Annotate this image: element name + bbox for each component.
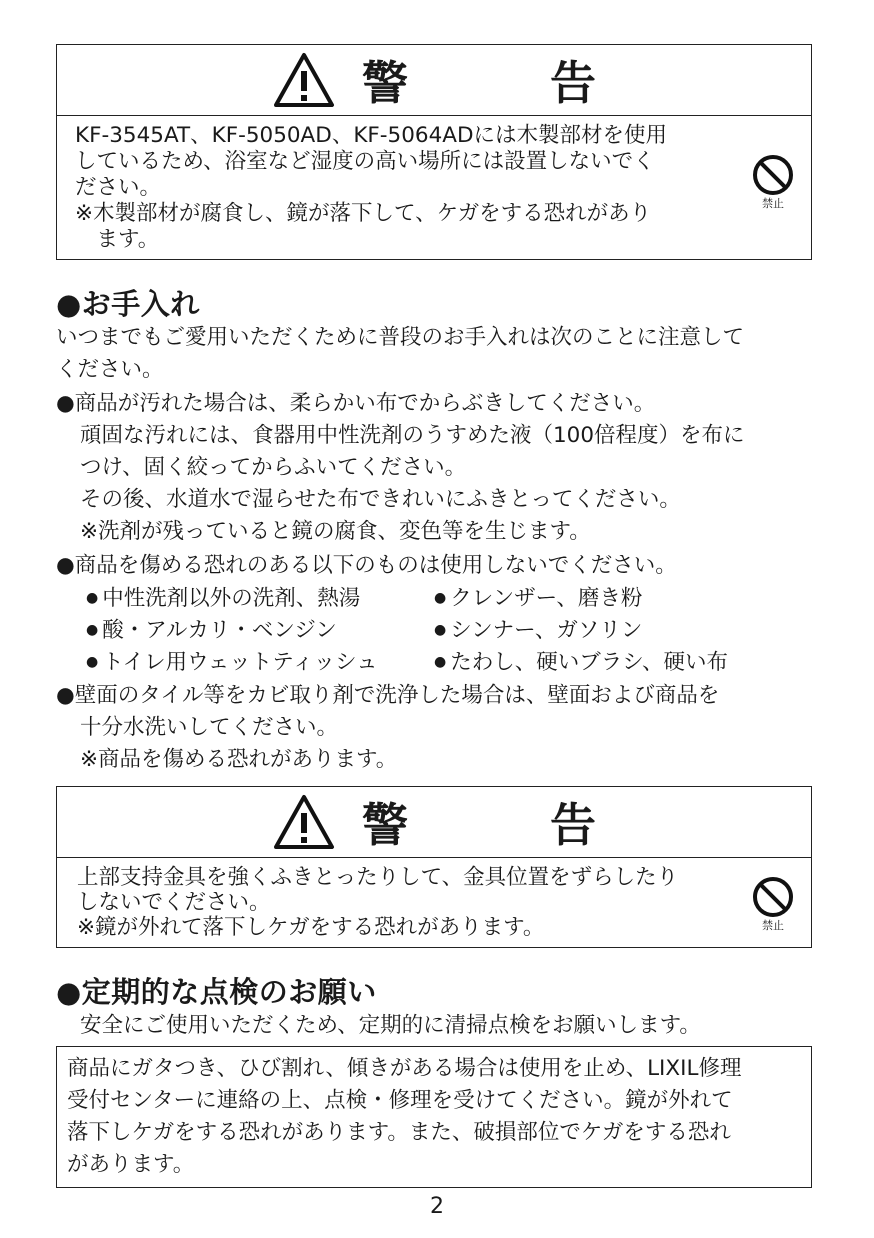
prohibited-mark [747, 875, 799, 932]
inspection-box-line: 落下しケガをする恐れがあります。また、破損部位でケガをする恐れ [67, 1120, 731, 1145]
warning-triangle-icon [272, 51, 336, 109]
warning-title: 警 告 [362, 798, 644, 852]
warning-line: ます。 [75, 227, 160, 252]
warning-header [57, 787, 811, 858]
avoid-item: ● クレンザー、磨き粉 [434, 586, 643, 611]
warning-box-wood [56, 44, 812, 260]
warning-title: 警 告 [362, 56, 644, 110]
avoid-item: ● 中性洗剤以外の洗剤、熱湯 [86, 586, 361, 611]
inspection-box-line: 商品にガタつき、ひび割れ、傾きがある場合は使用を止め、LIXIL修理 [67, 1056, 742, 1081]
inspection-box [56, 1046, 812, 1188]
warning-line: 上部支持金具を強くふきとったりして、金具位置をずらしたり [77, 865, 679, 890]
avoid-item: ● トイレ用ウェットティッシュ [86, 650, 378, 675]
care-bullet-2: ●商品を傷める恐れのある以下のものは使用しないでください。 [56, 553, 677, 578]
inspection-intro: 安全にご使用いただくため、定期的に清掃点検をお願いします。 [80, 1013, 701, 1038]
page-number: 2 [430, 1194, 444, 1219]
inspection-box-line: があります。 [67, 1152, 195, 1177]
care-bullet-1: ●商品が汚れた場合は、柔らかい布でからぶきしてください。 [56, 391, 656, 416]
prohibited-label: 禁止 [762, 197, 784, 210]
care-bullet-3-line: ※商品を傷める恐れがあります。 [80, 747, 398, 772]
prohibited-icon [751, 875, 795, 919]
warning-line: ださい。 [75, 175, 162, 200]
avoid-item: ● たわし、硬いブラシ、硬い布 [434, 650, 729, 675]
care-bullet-3-line: 十分水洗いしてください。 [80, 715, 339, 740]
warning-line: ※鏡が外れて落下しケガをする恐れがあります。 [77, 915, 545, 940]
warning-line: しないでください。 [77, 890, 271, 915]
warning-header [57, 45, 811, 116]
prohibited-label: 禁止 [762, 919, 784, 932]
warning-line: ※木製部材が腐食し、鏡が落下して、ケガをする恐れがあり [75, 201, 652, 226]
care-intro-line: いつまでもご愛用いただくために普段のお手入れは次のことに注意して [56, 325, 745, 350]
prohibited-mark [747, 153, 799, 210]
inspection-heading: ●定期的な点検のお願い [56, 975, 377, 1009]
care-bullet-3: ●壁面のタイル等をカビ取り剤で洗浄した場合は、壁面および商品を [56, 683, 720, 708]
care-bullet-1-line: その後、水道水で湿らせた布できれいにふきとってください。 [80, 487, 681, 512]
warning-line: しているため、浴室など湿度の高い場所には設置しないでく [75, 149, 655, 174]
care-bullet-1-line: ※洗剤が残っていると鏡の腐食、変色等を生じます。 [80, 519, 591, 544]
warning-line: KF-3545AT、KF-5050AD、KF-5064ADには木製部材を使用 [75, 123, 668, 148]
care-intro-line: ください。 [56, 357, 164, 382]
care-heading: ●お手入れ [56, 287, 200, 321]
prohibited-icon [751, 153, 795, 197]
warning-triangle-icon [272, 793, 336, 851]
inspection-box-line: 受付センターに連絡の上、点検・修理を受けてください。鏡が外れて [67, 1088, 733, 1113]
avoid-item: ● 酸・アルカリ・ベンジン [86, 618, 337, 643]
care-bullet-1-line: つけ、固く絞ってからふいてください。 [80, 455, 467, 480]
warning-box-bracket [56, 786, 812, 948]
care-bullet-1-line: 頑固な汚れには、食器用中性洗剤のうすめた液（100倍程度）を布に [80, 423, 745, 448]
avoid-item: ● シンナー、ガソリン [434, 618, 643, 643]
